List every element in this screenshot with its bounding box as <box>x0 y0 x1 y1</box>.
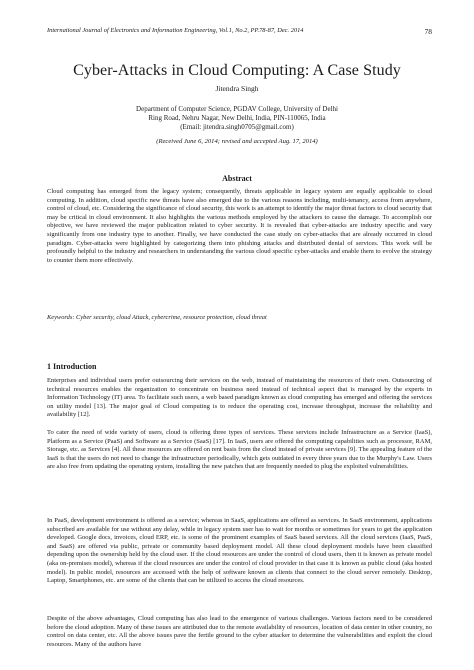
intro-paragraph-1: Enterprises and individual users prefer outsourcing their services on the web, instead of maintaining the resources of their own. Outsourcing of technical resources enables the organization to concentrate on business need instead of technical aspect that is managed by the experts in Information Technology (IT) area. To facilitate such users, a web based paradigm known as cloud computing has emerged and offering the services on utility model [13]. The major goal of Cloud computing is to reduce the operating cost, increase throughput, increase the reliability and availability [12]. <box>47 377 432 419</box>
intro-paragraph-3: In PaaS, development environment is offered as a service; whereas in SaaS, applications are offered as services. In SaaS environment, applications subscribed are available for use without any delay, while in legacy system user has to wait for months or sometimes for years to get the application developed. Google docs, invoices, cloud ERP, etc. is some of the prominent examples of SaaS based services. All the cloud services (IaaS, PaaS, and SaaS) are offered via public, private or community based deployment model. All these cloud deployment models have been classified depending upon the ownership held by the cloud user. If the cloud resources are under the control of cloud users, then it is known as private model (aka on-premises model), whereas if the cloud resources are under the control of cloud provider in that case it is known as public cloud (aka hosted model). In public model, resources are accessed with the help of software known as clients that connect to the cloud server remotely. Desktop, Laptop, Smartphones, etc. are some of the clients that can be utilized to access the cloud resources. <box>47 517 432 585</box>
keywords: Keywords: Cyber security, cloud Attack, cybercrime, resource protection, cloud threat <box>47 314 267 321</box>
affiliation-line-1: Department of Computer Science, PGDAV College, University of Delhi <box>136 105 338 113</box>
intro-paragraph-4: Despite of the above advantages, Cloud computing has also lead to the emergence of various challenges. Various factors need to be considered before the cloud adoption. Many of these issues are attributed due to the remote availability of resources, location of data center in other country, no control on data center, etc. All the above issues pave the fertile ground to the cyber attacker to determine the vulnerabilities and exploit the cloud resources. Many of the authors have <box>47 615 432 648</box>
running-head: International Journal of Electronics and Information Engineering, Vol.1, No.2, PP.78-87, Dec. 2014 <box>47 27 304 34</box>
section-heading-introduction: 1 Introduction <box>47 362 97 371</box>
page-number: 78 <box>424 27 432 36</box>
abstract-text: Cloud computing has emerged from the legacy system; consequently, threats applicable in legacy system are equally applicable to cloud computing. In addition, cloud specific new threats have also emerged due to the various reasons including, multi-tenancy, access from anywhere, control of cloud, etc. Considering the significance of cloud security, this work is an attempt to identify the major threat factors to cloud security that may be critical in cloud environment. It also highlights the various methods employed by the attackers to cause the damage. To accomplish our objective, we have reviewed the major publication related to cyber security. It is revealed that cyber-attacks are industry specific and vary significantly from one industry type to another. Finally, we have conducted the case study on cyber-attacks that are already occurred in cloud paradigm. Cyber-attacks were highlighted by categorizing them into phishing attacks and distributed denial of services. This work will be profoundly helpful to the industry and researchers in understanding the various cloud specific cyber-attacks and enable them to evolve the strategy to counter them more effectively. <box>47 188 432 264</box>
affiliation-email: (Email: jitendra.singh0705@gmail.com) <box>180 123 294 131</box>
abstract-heading: Abstract <box>222 174 252 183</box>
author-name: Jitendra Singh <box>215 84 259 93</box>
intro-paragraph-2: To cater the need of wide variety of users, cloud is offering three types of services. These services include Infrastructure as a Service (IaaS), Platform as a Service (PaaS) and Software as a Service (SaaS) [17]. In IaaS, users are offered the computing capabilities such as processor, RAM, Storage, etc. as Services [4]. All these resources are offered on rent basis from the cloud instead of private services [9]. The appealing feature of the IaaS is that the users do not need to change the infrastructure periodically, which gets outdated in every three years due to the Murphy's Law. Users are also free from updating the operating system, installing the new patches that are frequently needed to plug the exploited vulnerabilities. <box>47 429 432 471</box>
received-dates: (Received June 6, 2014; revised and accepted Aug. 17, 2014) <box>156 138 318 145</box>
paper-title: Cyber-Attacks in Cloud Computing: A Case Study <box>73 62 401 79</box>
affiliation <box>0 105 474 132</box>
affiliation-line-2: Ring Road, Nehru Nagar, New Delhi, India, PIN-110065, India <box>148 114 326 122</box>
